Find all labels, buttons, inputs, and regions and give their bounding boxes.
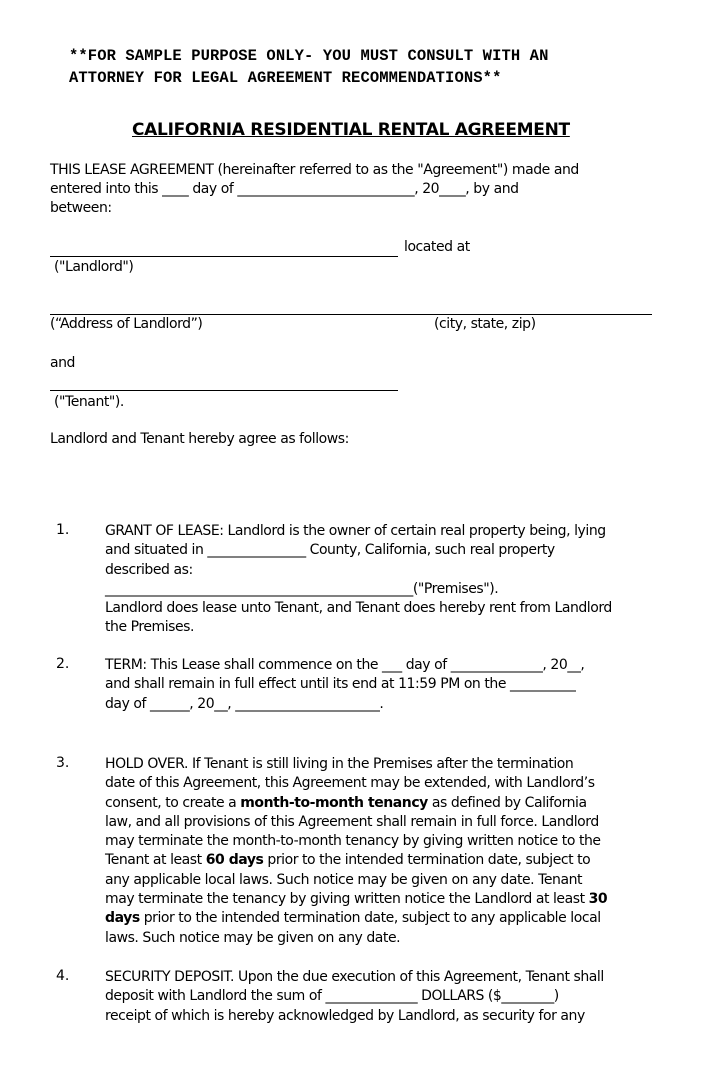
section-2-number: 2. bbox=[56, 656, 70, 672]
document-title: CALIFORNIA RESIDENTIAL RENTAL AGREEMENT bbox=[132, 120, 570, 140]
sixty-days-emphasis: 60 days bbox=[205, 852, 264, 869]
section-3-line: HOLD OVER. If Tenant is still living in the Premises after the termination bbox=[105, 756, 574, 772]
section-1-line: _______________________________________________("Premises"). bbox=[105, 580, 499, 597]
city-state-zip-label: (city, state, zip) bbox=[434, 316, 536, 332]
section-4-line: deposit with Landlord the sum of ______________ DOLLARS ($________) bbox=[105, 988, 559, 1005]
disclaimer-line-2: ATTORNEY FOR LEGAL AGREEMENT RECOMMENDATIONS** bbox=[69, 69, 502, 87]
agree-statement: Landlord and Tenant hereby agree as follows: bbox=[50, 431, 349, 447]
section-1-line: Landlord does lease unto Tenant, and Tenant does hereby rent from Landlord bbox=[105, 600, 612, 617]
intro-line-1: THIS LEASE AGREEMENT (hereinafter referred to as the "Agreement") made and bbox=[50, 162, 579, 178]
section-3-line: consent, to create a month-to-month tenancy as defined by California bbox=[105, 794, 587, 811]
section-3-line: days prior to the intended termination date, subject to any applicable local bbox=[105, 910, 601, 927]
section-4-line: receipt of which is hereby acknowledged by Landlord, as security for any bbox=[105, 1007, 585, 1024]
section-3-line: may terminate the tenancy by giving written notice the Landlord at least 30 bbox=[105, 891, 608, 908]
landlord-label: ("Landlord") bbox=[54, 259, 134, 275]
section-4-number: 4. bbox=[56, 968, 70, 984]
section-1-line: the Premises. bbox=[105, 619, 195, 636]
section-4-security-deposit bbox=[105, 968, 665, 1026]
section-3-line: laws. Such notice may be given on any date. bbox=[105, 929, 401, 946]
section-1-number: 1. bbox=[56, 522, 70, 538]
section-2-line: day of ______, 20__, ______________________. bbox=[105, 695, 384, 712]
days-emphasis: days bbox=[105, 910, 140, 927]
disclaimer-line-1: **FOR SAMPLE PURPOSE ONLY- YOU MUST CONSULT WITH AN bbox=[69, 47, 549, 65]
section-1-line: described as: bbox=[105, 561, 193, 578]
tenant-name-blank[interactable] bbox=[50, 390, 398, 391]
month-to-month-emphasis: month-to-month tenancy bbox=[240, 794, 428, 811]
section-1-grant-of-lease bbox=[105, 522, 665, 638]
section-1-line: and situated in _______________ County, California, such real property bbox=[105, 542, 555, 559]
section-3-line: date of this Agreement, this Agreement may be extended, with Landlord’s bbox=[105, 775, 595, 792]
section-3-hold-over bbox=[105, 755, 665, 948]
intro-line-3: between: bbox=[50, 200, 112, 216]
thirty-emphasis: 30 bbox=[588, 891, 608, 908]
section-3-line: Tenant at least 60 days prior to the intended termination date, subject to bbox=[105, 852, 591, 869]
landlord-address-blank[interactable] bbox=[50, 314, 652, 315]
located-at-label: located at bbox=[404, 239, 470, 255]
address-of-landlord-label: (“Address of Landlord”) bbox=[50, 316, 203, 332]
section-2-term bbox=[105, 656, 665, 714]
section-3-line: any applicable local laws. Such notice may be given on any date. Tenant bbox=[105, 871, 583, 888]
section-1-line: GRANT OF LEASE: Landlord is the owner of certain real property being, lying bbox=[105, 523, 606, 539]
tenant-label: ("Tenant"). bbox=[54, 394, 124, 410]
section-3-number: 3. bbox=[56, 755, 70, 771]
section-2-line: TERM: This Lease shall commence on the ___ day of ______________, 20__, bbox=[105, 657, 585, 673]
and-label: and bbox=[50, 355, 75, 371]
section-3-line: may terminate the month-to-month tenancy by giving written notice to the bbox=[105, 833, 601, 850]
section-4-line: SECURITY DEPOSIT. Upon the due execution of this Agreement, Tenant shall bbox=[105, 969, 604, 985]
landlord-name-blank[interactable] bbox=[50, 256, 398, 257]
intro-line-2: entered into this ____ day of ___________________________, 20____, by and bbox=[50, 181, 519, 197]
section-3-line: law, and all provisions of this Agreement shall remain in full force. Landlord bbox=[105, 813, 599, 830]
section-2-line: and shall remain in full effect until its end at 11:59 PM on the __________ bbox=[105, 676, 576, 693]
